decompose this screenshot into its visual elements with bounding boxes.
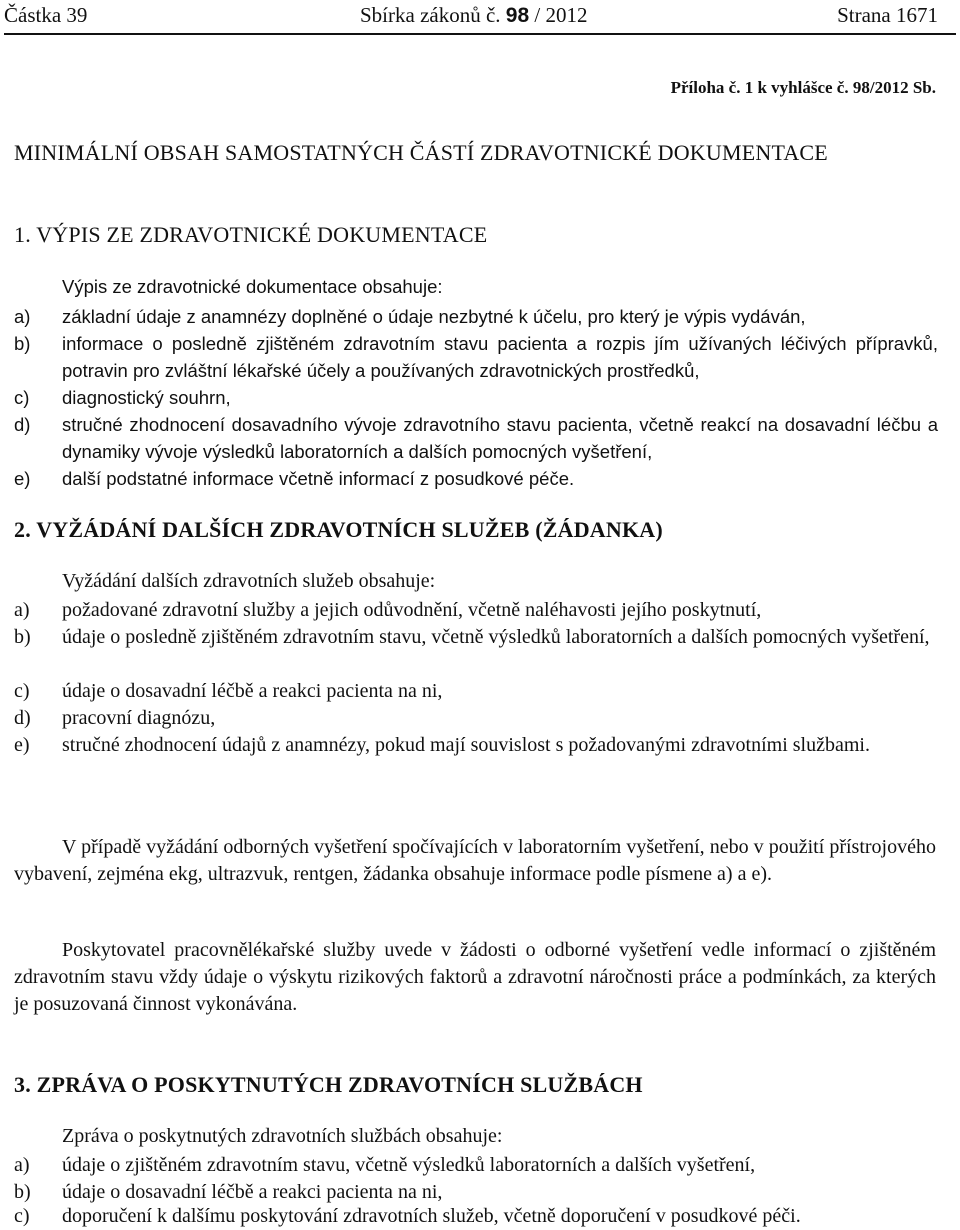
section2-item-c [14, 678, 938, 705]
section1-item-d [14, 411, 938, 465]
section2-item-d [14, 705, 938, 732]
item-label: b) [14, 626, 31, 648]
page-number: Strana 1671 [837, 3, 938, 27]
item-text: informace o posledně zjištěném zdravotním stavu pacienta a rozpis jím užívaných léčivých přípravků, potravin pro zvláštní lékařské účely a používaných zdravotnických prostředků, [62, 333, 938, 381]
item-text: údaje o zjištěném zdravotním stavu, včetně výsledků laboratorních a dalších vyšetření, [62, 1154, 756, 1176]
item-label: a) [14, 306, 31, 327]
collection-prefix: Sbírka zákonů č. [360, 3, 501, 27]
item-text: doporučení k dalšímu poskytování zdravotních služeb, včetně doporučení v posudkové péči. [62, 1205, 801, 1227]
item-label: d) [14, 707, 31, 729]
section2-item-e [14, 732, 938, 759]
section2-intro: Vyžádání dalších zdravotních služeb obsahuje: [62, 570, 436, 592]
item-label: a) [14, 599, 30, 621]
item-text: údaje o dosavadní léčbě a reakci pacienta na ni, [62, 680, 443, 702]
page-header [0, 0, 960, 36]
section2-paragraph-2: Poskytovatel pracovnělékařské služby uvede v žádosti o odborné vyšetření vedle informací o zjištěném zdravotním stavu vždy údaje o výskytu rizikových faktorů a zdravotní náročnosti práce a podmínkách, za kterých je posuzovaná činnost vykonávána. [14, 939, 936, 1015]
item-text: pracovní diagnózu, [62, 707, 216, 729]
section3-item-a [14, 1152, 938, 1179]
section1-item-c [14, 384, 938, 411]
appendix-label: Příloha č. 1 k vyhlášce č. 98/2012 Sb. [670, 78, 936, 97]
item-text: údaje o posledně zjištěném zdravotním stavu, včetně výsledků laboratorních a dalších pomocných vyšetření, [62, 626, 930, 648]
document-title: MINIMÁLNÍ OBSAH SAMOSTATNÝCH ČÁSTÍ ZDRAVOTNICKÉ DOKUMENTACE [14, 140, 828, 165]
section1-item-b [14, 330, 938, 384]
item-label: b) [14, 333, 31, 354]
section2-item-b [14, 624, 938, 651]
section1-intro: Výpis ze zdravotnické dokumentace obsahuje: [62, 276, 443, 297]
item-text: stručné zhodnocení údajů z anamnézy, pokud mají souvislost s požadovanými zdravotními službami. [62, 734, 870, 756]
item-text: další podstatné informace včetně informací z posudkové péče. [62, 468, 575, 489]
item-text: základní údaje z anamnézy doplněné o údaje nezbytné k účelu, pro který je výpis vydáván, [62, 306, 806, 327]
section2-item-a [14, 597, 938, 624]
item-label: c) [14, 680, 30, 702]
section2-paragraph-1: V případě vyžádání odborných vyšetření spočívajících v laboratorním vyšetření, nebo v použití přístrojového vybavení, zejména ekg, ultrazvuk, rentgen, žádanka obsahuje informace podle písmene a) a e). [14, 836, 936, 885]
section1-item-e [14, 465, 938, 492]
issue-number: Částka 39 [4, 3, 88, 27]
section1-item-a [14, 303, 938, 330]
header-rule [4, 33, 956, 35]
section2-title: 2. VYŽÁDÁNÍ DALŠÍCH ZDRAVOTNÍCH SLUŽEB (ŽÁDANKA) [14, 517, 663, 542]
item-label: e) [14, 734, 30, 756]
section3-intro: Zpráva o poskytnutých zdravotních službách obsahuje: [62, 1125, 503, 1147]
collection-title [360, 3, 588, 28]
item-label: a) [14, 1154, 30, 1176]
item-label: e) [14, 468, 31, 489]
section3-title: 3. ZPRÁVA O POSKYTNUTÝCH ZDRAVOTNÍCH SLUŽBÁCH [14, 1072, 643, 1097]
item-label: b) [14, 1181, 31, 1203]
collection-number: 98 [505, 4, 530, 27]
section3-item-b [14, 1179, 938, 1206]
item-label: c) [14, 1205, 30, 1227]
section1-title: 1. VÝPIS ZE ZDRAVOTNICKÉ DOKUMENTACE [14, 222, 488, 247]
item-text: stručné zhodnocení dosavadního vývoje zdravotního stavu pacienta, včetně reakcí na dosavadní léčbu a dynamiky vývoje výsledků laboratorních a dalších pomocných vyšetření, [62, 414, 938, 462]
item-label: c) [14, 387, 30, 408]
collection-year: / 2012 [534, 3, 588, 27]
section3-item-c [14, 1203, 938, 1230]
item-text: diagnostický souhrn, [62, 387, 231, 408]
item-text: požadované zdravotní služby a jejich odůvodnění, včetně naléhavosti jejího poskytnutí, [62, 599, 762, 621]
item-text: údaje o dosavadní léčbě a reakci pacienta na ni, [62, 1181, 443, 1203]
item-label: d) [14, 414, 31, 435]
